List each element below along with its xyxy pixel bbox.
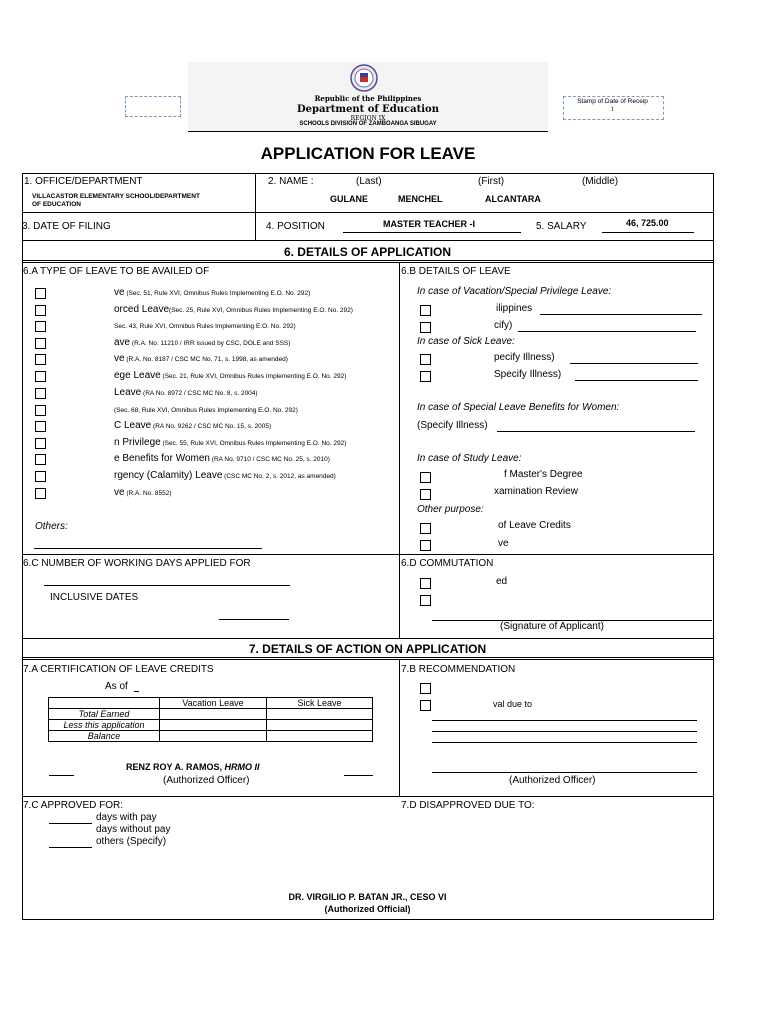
vac-option-1-label: ilippines: [496, 303, 533, 314]
office-value-2: OF EDUCATION: [32, 201, 81, 208]
row-less-application: Less this application: [49, 720, 160, 731]
middle-label: (Middle): [582, 176, 619, 187]
left-placeholder-box: [125, 96, 181, 117]
leave-type-label: [114, 453, 330, 466]
position-underline: [343, 232, 521, 233]
section6-center-divider: [399, 262, 400, 638]
header-divider: [188, 131, 548, 132]
vacation-heading: In case of Vacation/Special Privilege Leave:: [417, 286, 612, 297]
leave-type-label: [114, 387, 258, 400]
recommendation-line-1: [432, 720, 697, 721]
as-of-underline: [134, 691, 139, 692]
balance-sick[interactable]: [267, 731, 373, 742]
sick-option-2-checkbox[interactable]: [420, 371, 431, 382]
leave-type-checkbox[interactable]: [35, 405, 46, 416]
leave-type-reference: (Sec. 55, Rule XVI, Omnibus Rules Implementing E.O. No. 292): [160, 440, 347, 447]
leave-type-label: [114, 487, 172, 500]
leave-type-checkbox[interactable]: [35, 454, 46, 465]
region-text: REGION IX: [350, 115, 386, 122]
applicant-signature-label: (Signature of Applicant): [500, 621, 604, 632]
recommendation-line-2: [432, 731, 697, 732]
hr-officer-name-text: RENZ ROY A. RAMOS,: [126, 762, 223, 772]
leave-type-name: C Leave: [114, 420, 152, 431]
as-of-label: As of: [105, 681, 128, 692]
office-label: 1. OFFICE/DEPARTMENT: [24, 176, 143, 187]
recommend-approval-checkbox[interactable]: [420, 683, 431, 694]
section6-bottom: [22, 638, 713, 639]
hr-authorized-officer-label: (Authorized Officer): [163, 775, 250, 786]
vac-option-2-checkbox[interactable]: [420, 322, 431, 333]
first-name-value: MENCHEL: [398, 194, 443, 204]
inclusive-dates-underline: [219, 619, 289, 620]
leave-type-checkbox[interactable]: [35, 288, 46, 299]
row-balance: Balance: [49, 731, 160, 742]
last-name-value: GULANE: [330, 194, 368, 204]
leave-type-name: n Privilege: [114, 437, 161, 448]
approving-official-name: DR. VIRGILIO P. BATAN JR., CESO VI: [288, 892, 447, 902]
other-option-2-checkbox[interactable]: [420, 540, 431, 551]
table-header-blank: [49, 698, 160, 709]
leave-credits-table: [48, 697, 373, 742]
women-heading: In case of Special Leave Benefits for Women:: [417, 402, 620, 413]
leave-type-reference: Sec. 43, Rule XVI, Omnibus Rules Implementing E.O. No. 292): [114, 323, 296, 330]
leave-type-label: [114, 420, 271, 433]
days-without-pay-label: days without pay: [96, 824, 171, 835]
section6a-label: 6.A TYPE OF LEAVE TO BE AVAILED OF: [23, 266, 210, 277]
salary-value[interactable]: 46, 725.00: [626, 218, 669, 228]
vac-option-1-underline: [540, 314, 702, 315]
leave-type-name: ve: [114, 353, 125, 364]
recommend-disapproval-checkbox[interactable]: [420, 700, 431, 711]
study-option-1-checkbox[interactable]: [420, 472, 431, 483]
leave-type-checkbox[interactable]: [35, 421, 46, 432]
leave-type-name: ve: [114, 487, 125, 498]
total-earned-vacation[interactable]: [160, 709, 267, 720]
leave-type-reference: (RA No. 8972 / CSC MC No. 8, s. 2004): [141, 390, 258, 397]
leave-type-checkbox[interactable]: [35, 471, 46, 482]
section6-heading-line-1: [22, 260, 713, 261]
deped-seal-icon: [350, 64, 378, 92]
sick-heading: In case of Sick Leave:: [417, 336, 515, 347]
position-value[interactable]: MASTER TEACHER -I: [383, 219, 475, 229]
women-option-underline: [497, 431, 695, 432]
others-label: Others:: [35, 521, 68, 532]
commutation-option-2-checkbox[interactable]: [420, 595, 431, 606]
office-value-1: VILLACASTOR ELEMENTARY SCHOOL/DEPARTMENT: [32, 193, 200, 200]
section7-heading: 7. DETAILS OF ACTION ON APPLICATION: [248, 642, 487, 656]
vac-option-1-checkbox[interactable]: [420, 305, 431, 316]
salary-label: 5. SALARY: [536, 221, 587, 232]
days-with-pay-label: days with pay: [96, 812, 157, 823]
other-option-2-label: ve: [498, 538, 509, 549]
col-sick-leave: Sick Leave: [267, 698, 373, 709]
other-option-1-checkbox[interactable]: [420, 523, 431, 534]
last-label: (Last): [356, 176, 382, 187]
sick-option-1-label: pecify Illness): [494, 352, 555, 363]
leave-type-checkbox[interactable]: [35, 438, 46, 449]
section6-ab-bottom: [22, 554, 713, 555]
others-underline: [34, 548, 262, 549]
study-option-2-label: xamination Review: [494, 486, 578, 497]
section7-heading-line-2: [22, 659, 713, 660]
section7-ab-bottom: [22, 796, 713, 797]
leave-type-label: [114, 404, 298, 417]
section7-center-divider: [399, 659, 400, 796]
leave-type-label: [114, 437, 346, 450]
col-vacation-leave: Vacation Leave: [160, 698, 267, 709]
leave-type-reference: (R.A. No. 8552): [124, 490, 172, 497]
leave-type-reference: (RA No. 9262 / CSC MC No. 15, s. 2005): [151, 423, 272, 430]
section7-heading-line-1: [22, 657, 713, 658]
division-text: SCHOOLS DIVISION OF ZAMBOANGA SIBUGAY: [299, 121, 437, 127]
position-label: 4. POSITION: [266, 221, 325, 232]
recommender-authorized-officer-label: (Authorized Officer): [509, 775, 596, 786]
days-with-pay-underline: [49, 823, 92, 824]
republic-text: Republic of the Philippines: [314, 94, 422, 103]
others-specify-underline: [49, 847, 92, 848]
sick-option-1-checkbox[interactable]: [420, 354, 431, 365]
section6-heading: 6. DETAILS OF APPLICATION: [283, 245, 452, 259]
leave-type-reference: (R.A. No. 11210 / IRR issued by CSC, DOLE and SSS): [130, 340, 291, 347]
section7b-label: 7.B RECOMMENDATION: [401, 664, 516, 675]
women-option-label: (Specify Illness): [417, 420, 488, 431]
others-specify-label: others (Specify): [96, 836, 167, 847]
study-heading: In case of Study Leave:: [417, 453, 522, 464]
leave-type-label: [114, 370, 346, 383]
leave-type-reference: (Sec. 68, Rule XVI, Omnibus Rules Implementing E.O. No. 292): [114, 407, 298, 414]
middle-name-value: ALCANTARA: [485, 194, 541, 204]
disapproval-due-to-label: val due to: [493, 699, 533, 709]
leave-type-reference: (R.A. No. 8187 / CSC MC No. 71, s. 1998, as amended): [124, 356, 288, 363]
study-option-2-checkbox[interactable]: [420, 489, 431, 500]
inclusive-dates-label: INCLUSIVE DATES: [50, 592, 139, 603]
office-name-divider: [255, 173, 256, 212]
total-earned-sick[interactable]: [267, 709, 373, 720]
leave-type-name: orced Leave: [114, 304, 170, 315]
leave-type-label: [114, 470, 336, 483]
sick-option-2-underline: [575, 380, 698, 381]
leave-type-name: Leave: [114, 387, 142, 398]
row2-divider-bottom: [22, 240, 713, 241]
leave-type-name: ege Leave: [114, 370, 161, 381]
leave-type-label: [114, 287, 310, 300]
approving-official-label: (Authorized Official): [324, 904, 411, 914]
leave-type-checkbox[interactable]: [35, 354, 46, 365]
balance-vacation[interactable]: [160, 731, 267, 742]
date-of-filing-label: 3. DATE OF FILING: [22, 221, 111, 232]
sick-option-2-label: Specify Illness): [494, 369, 562, 380]
salary-underline: [602, 232, 694, 233]
recommender-signature-line: [432, 772, 697, 773]
less-application-sick[interactable]: [267, 720, 373, 731]
leave-type-reference: (RA No. 9710 / CSC MC No. 25, s. 2010): [209, 456, 330, 463]
leave-type-checkbox[interactable]: [35, 388, 46, 399]
section7a-label: 7.A CERTIFICATION OF LEAVE CREDITS: [23, 664, 214, 675]
section6c-label: 6.C NUMBER OF WORKING DAYS APPLIED FOR: [23, 558, 251, 569]
commutation-option-1-checkbox[interactable]: [420, 578, 431, 589]
commutation-option-1-label: ed: [496, 576, 508, 587]
leave-type-name: e Benefits for Women: [114, 453, 210, 464]
leave-type-name: ve: [114, 287, 125, 298]
less-application-vacation[interactable]: [160, 720, 267, 731]
row1-divider: [22, 212, 713, 213]
leave-type-label: [114, 320, 296, 333]
department-text: Department of Education: [297, 104, 439, 115]
study-option-1-label: f Master's Degree: [504, 469, 583, 480]
first-label: (First): [478, 176, 505, 187]
leave-type-reference: (Sec. 25, Rule XVI, Omnibus Rules Implementing E.O. No. 292): [169, 307, 353, 314]
leave-type-reference: (Sec. 51, Rule XVI, Omnibus Rules Implementing E.O. No. 292): [124, 290, 311, 297]
hr-officer-name: [126, 761, 260, 773]
section7d-label: 7.D DISAPPROVED DUE TO:: [401, 800, 535, 811]
leave-type-label: [114, 337, 290, 350]
row-total-earned: Total Earned: [49, 709, 160, 720]
section7c-label: 7.C APPROVED FOR:: [23, 800, 124, 811]
form-title: APPLICATION FOR LEAVE: [260, 144, 476, 163]
leave-type-reference: (Sec. 21, Rule XVI, Omnibus Rules Implementing E.O. No. 292): [160, 373, 347, 380]
other-option-1-label: of Leave Credits: [498, 520, 571, 531]
section6d-label: 6.D COMMUTATION: [401, 558, 494, 569]
other-purpose-heading: Other purpose:: [417, 504, 484, 515]
stamp-label-2: t: [611, 106, 614, 113]
leave-type-checkbox[interactable]: [35, 371, 46, 382]
hr-officer-title: HRMO II: [224, 762, 260, 772]
leave-type-name: rgency (Calamity) Leave: [114, 470, 223, 481]
vac-option-2-label: cify): [494, 320, 513, 331]
leave-type-checkbox[interactable]: [35, 321, 46, 332]
row2-divider: [255, 212, 256, 240]
working-days-underline: [44, 585, 290, 586]
leave-type-label: [114, 353, 288, 366]
leave-type-checkbox[interactable]: [35, 305, 46, 316]
leave-type-label: [114, 304, 353, 317]
section6-heading-line-2: [22, 262, 713, 263]
vac-option-2-underline: [518, 331, 696, 332]
leave-type-checkbox[interactable]: [35, 338, 46, 349]
leave-type-checkbox[interactable]: [35, 488, 46, 499]
leave-type-name: ave: [114, 337, 131, 348]
section6b-label: 6.B DETAILS OF LEAVE: [401, 266, 511, 277]
sick-option-1-underline: [570, 363, 698, 364]
stamp-label-1: Stamp of Date of Receip: [577, 98, 648, 105]
leave-type-reference: (CSC MC No. 2, s. 2012, as amended): [222, 473, 336, 480]
recommendation-line-3: [432, 742, 697, 743]
name-label: 2. NAME :: [268, 176, 314, 187]
